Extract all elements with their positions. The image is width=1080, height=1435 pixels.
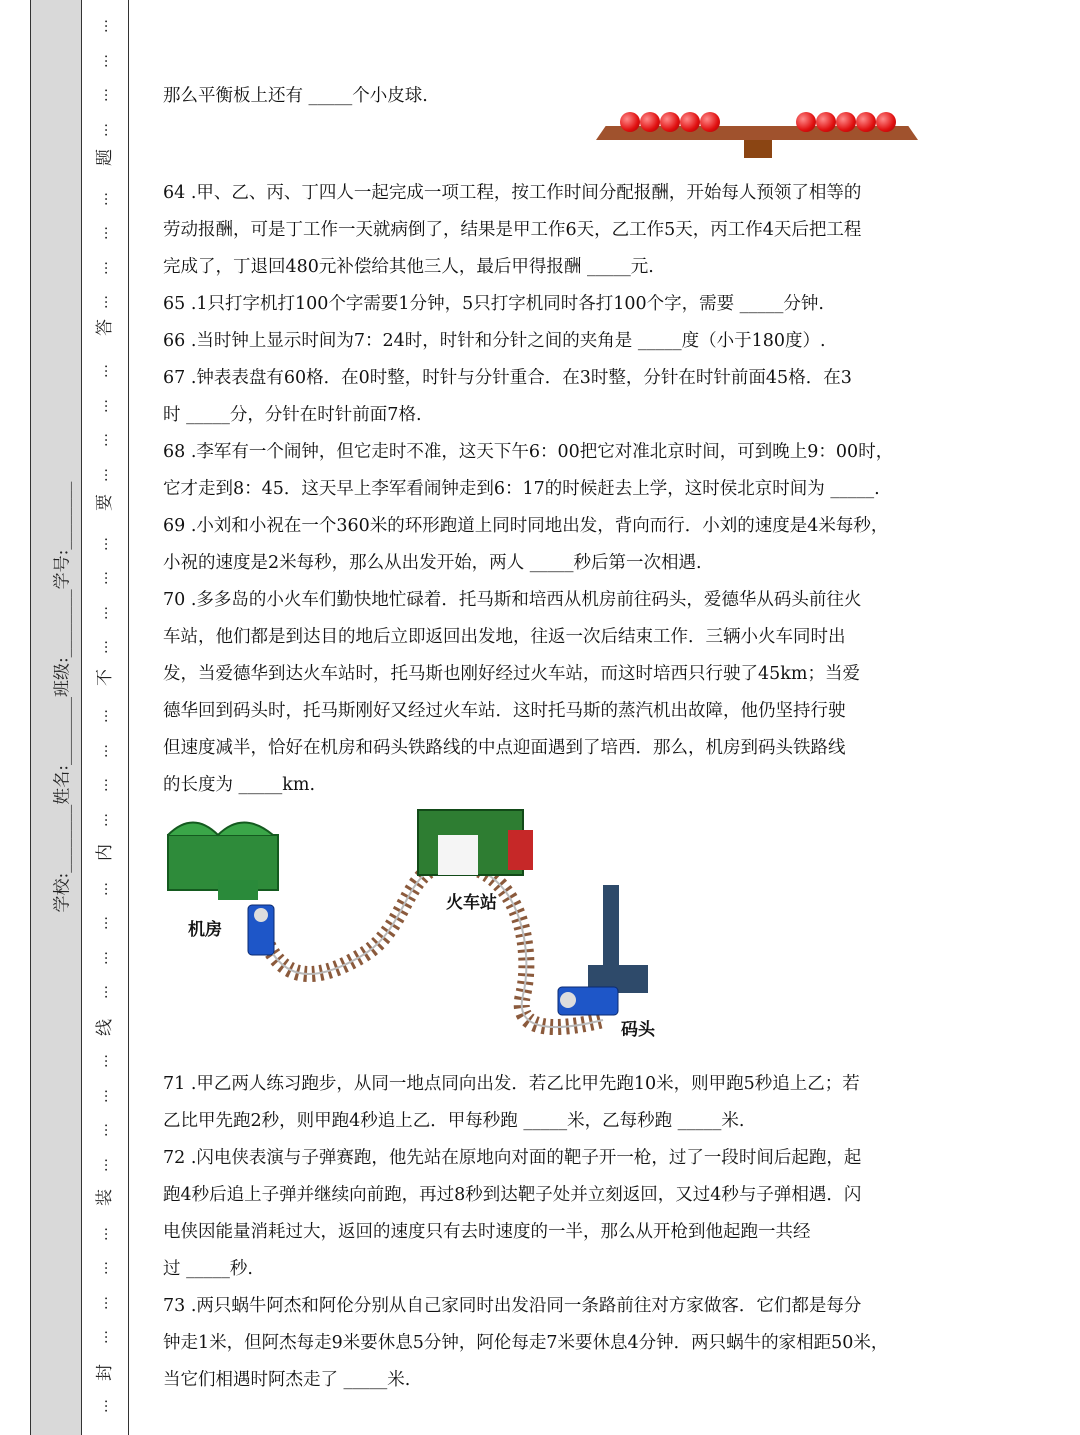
seal-line-dots: …: [95, 571, 111, 585]
seal-line-dots: …: [95, 226, 111, 240]
ball: [640, 112, 660, 132]
seal-line-dots: …: [95, 950, 111, 965]
ball: [876, 112, 896, 132]
ball: [816, 112, 836, 132]
seal-line-dots: …: [95, 398, 111, 413]
seal-line-dots: …: [95, 1226, 111, 1241]
seal-line-dots: …: [95, 1054, 111, 1068]
question-73-line: 钟走1米，但阿杰每走9米要休息5分钟，阿伦每走7米要休息4分钟．两只蜗牛的家相距50米，: [163, 1333, 889, 1353]
ball: [660, 112, 680, 132]
seal-line-char: 装: [95, 1189, 115, 1206]
question-64-line: 64 .甲、乙、丙、丁四人一起完成一项工程，按工作时间分配报酬，开始每人预领了相等的: [163, 183, 862, 203]
question-70-line: 但速度减半，恰好在机房和码头铁路线的中点迎面遇到了培西．那么，机房到码头铁路线: [163, 738, 846, 758]
question-68-line: 68 .李军有一个闹钟，但它走时不准，这天下午6：00把它对准北京时间，可到晚上9：00时，: [163, 442, 894, 462]
student-info-line: 学校:________姓名:________班级:________学号:________: [52, 481, 73, 913]
seal-line-dots: …: [95, 743, 111, 758]
seal-line-char: 要: [95, 494, 115, 511]
seal-line-dots: …: [95, 709, 111, 723]
seal-line-dots: …: [95, 19, 111, 33]
question-71-line: 乙比甲先跑2秒，则甲跑4秒追上乙．甲每秒跑 _____米，乙每秒跑 _____米.: [163, 1111, 745, 1131]
seal-line-char: 线: [95, 1019, 115, 1036]
question-67-line: 时 _____分，分针在时针前面7格.: [163, 405, 422, 425]
seal-line-dots: …: [95, 295, 111, 309]
train-icon: [248, 905, 274, 955]
question-70-line: 车站，他们都是到达目的地后立即返回出发地，往返一次后结束工作．三辆小火车同时出: [163, 627, 846, 647]
seal-line-char: 不: [95, 669, 115, 686]
ball: [796, 112, 816, 132]
seal-line-dots: …: [95, 191, 111, 206]
balance-board-illustration: [596, 112, 918, 162]
seal-line-dots: …: [95, 778, 111, 792]
page-margin: [0, 0, 30, 1435]
question-69-line: 69 .小刘和小祝在一个360米的环形跑道上同时同地出发，背向而行．小刘的速度是4米每秒，: [163, 516, 889, 536]
question-70-line: 德华回到码头时，托马斯刚好又经过火车站．这时托马斯的蒸汽机出故障，他仍坚持行驶: [163, 701, 846, 721]
seal-line-dots: …: [95, 53, 111, 68]
question-72-line: 过 _____秒.: [163, 1259, 253, 1279]
question-70-line: 70 .多多岛的小火车们勤快地忙碌着．托马斯和培西从机房前往码头，爱德华从码头前往火: [163, 590, 862, 610]
ball: [620, 112, 640, 132]
seal-line-dots: …: [95, 812, 111, 827]
question-71-line: 71 .甲乙两人练习跑步，从同一地点同向出发．若乙比甲先跑10米，则甲跑5秒追上乙；若: [163, 1074, 860, 1094]
question-67-line: 67 .钟表表盘有60格．在0时整，时针与分针重合．在3时整，分针在时针前面45格．在3: [163, 368, 852, 388]
engine-shed-icon: [168, 823, 278, 901]
seal-line-dots: …: [95, 1123, 111, 1137]
seal-line-dots: …: [95, 122, 111, 137]
question-72-line: 电侠因能量消耗过大，返回的速度只有去时速度的一半，那么从开枪到他起跑一共经: [163, 1222, 811, 1242]
seal-line-dots: …: [95, 364, 111, 378]
label-station: 火车站: [446, 893, 497, 913]
seal-line-dots: …: [95, 1088, 111, 1103]
dock-crane-icon: [588, 885, 648, 993]
seal-line-dots: …: [95, 985, 111, 999]
seal-line-dots: …: [95, 1399, 111, 1413]
seal-line-char: 题: [95, 149, 115, 166]
label-dock: 码头: [621, 1020, 655, 1040]
seal-line-dots: …: [95, 1157, 111, 1172]
question-72-line: 跑4秒后追上子弹并继续向前跑，再过8秒到达靶子处并立刻返回，又过4秒与子弹相遇．闪: [163, 1185, 862, 1205]
question-73-line: 73 .两只蜗牛阿杰和阿伦分别从自己家同时出发沿同一条路前往对方家做客．它们都是每分: [163, 1296, 862, 1316]
question-72-line: 72 .闪电侠表演与子弹赛跑，他先站在原地向对面的靶子开一枪，过了一段时间后起跑，起: [163, 1148, 862, 1168]
seal-line-dots: …: [95, 640, 111, 654]
seal-line-dots: …: [95, 467, 111, 482]
railway-map-illustration: [163, 795, 673, 1045]
question-64-line: 劳动报酬，可是丁工作一天就病倒了，结果是甲工作6天，乙工作5天，丙工作4天后把工程: [163, 220, 862, 240]
seal-line-char: 答: [95, 319, 115, 336]
seal-line-dots: …: [95, 1261, 111, 1275]
question-73-line: 当它们相遇时阿杰走了 _____米.: [163, 1370, 411, 1390]
question-65-line: 65 .1只打字机打100个字需要1分钟，5只打字机同时各打100个字，需要 _____分钟.: [163, 294, 824, 314]
question-64-line: 完成了，丁退回480元补偿给其他三人，最后甲得报酬 _____元.: [163, 257, 654, 277]
ball: [700, 112, 720, 132]
balance-fulcrum: [744, 140, 772, 158]
question-content: [163, 78, 933, 1399]
train-icon: [558, 987, 618, 1015]
seal-line-dots: …: [95, 1295, 111, 1310]
question-70-line: 发，当爱德华到达火车站时，托马斯也刚好经过火车站，而这时培西只行驶了45km；当爱: [163, 664, 860, 684]
seal-line-dots: …: [95, 881, 111, 896]
seal-line-dots: …: [95, 916, 111, 930]
question-70-line: 的长度为 _____km.: [163, 775, 316, 795]
seal-line-dots: …: [95, 433, 111, 447]
seal-line-dots: …: [95, 605, 111, 620]
q63-tail: 那么平衡板上还有 _____个小皮球.: [163, 86, 428, 106]
seal-line-char: 封: [95, 1364, 115, 1381]
seal-line-char: 内: [95, 844, 115, 861]
railway-track: [258, 864, 603, 1027]
question-66-line: 66 .当时钟上显示时间为7：24时，时针和分针之间的夹角是 _____度（小于180度）.: [163, 331, 826, 351]
question-68-line: 它才走到8：45．这天早上李军看闹钟走到6：17的时候赶去上学，这时侯北京时间为 _____.: [163, 479, 880, 499]
ball: [836, 112, 856, 132]
seal-line-dots: …: [95, 88, 111, 102]
seal-line-dots: …: [95, 260, 111, 275]
seal-line-dots: …: [95, 536, 111, 551]
question-69-line: 小祝的速度是2米每秒，那么从出发开始，两人 _____秒后第一次相遇.: [163, 553, 702, 573]
rail-line: [258, 864, 603, 1027]
ball: [856, 112, 876, 132]
label-engine-shed: 机房: [188, 920, 222, 940]
station-building-icon: [418, 810, 533, 875]
seal-line-dots: …: [95, 1330, 111, 1344]
ball: [680, 112, 700, 132]
